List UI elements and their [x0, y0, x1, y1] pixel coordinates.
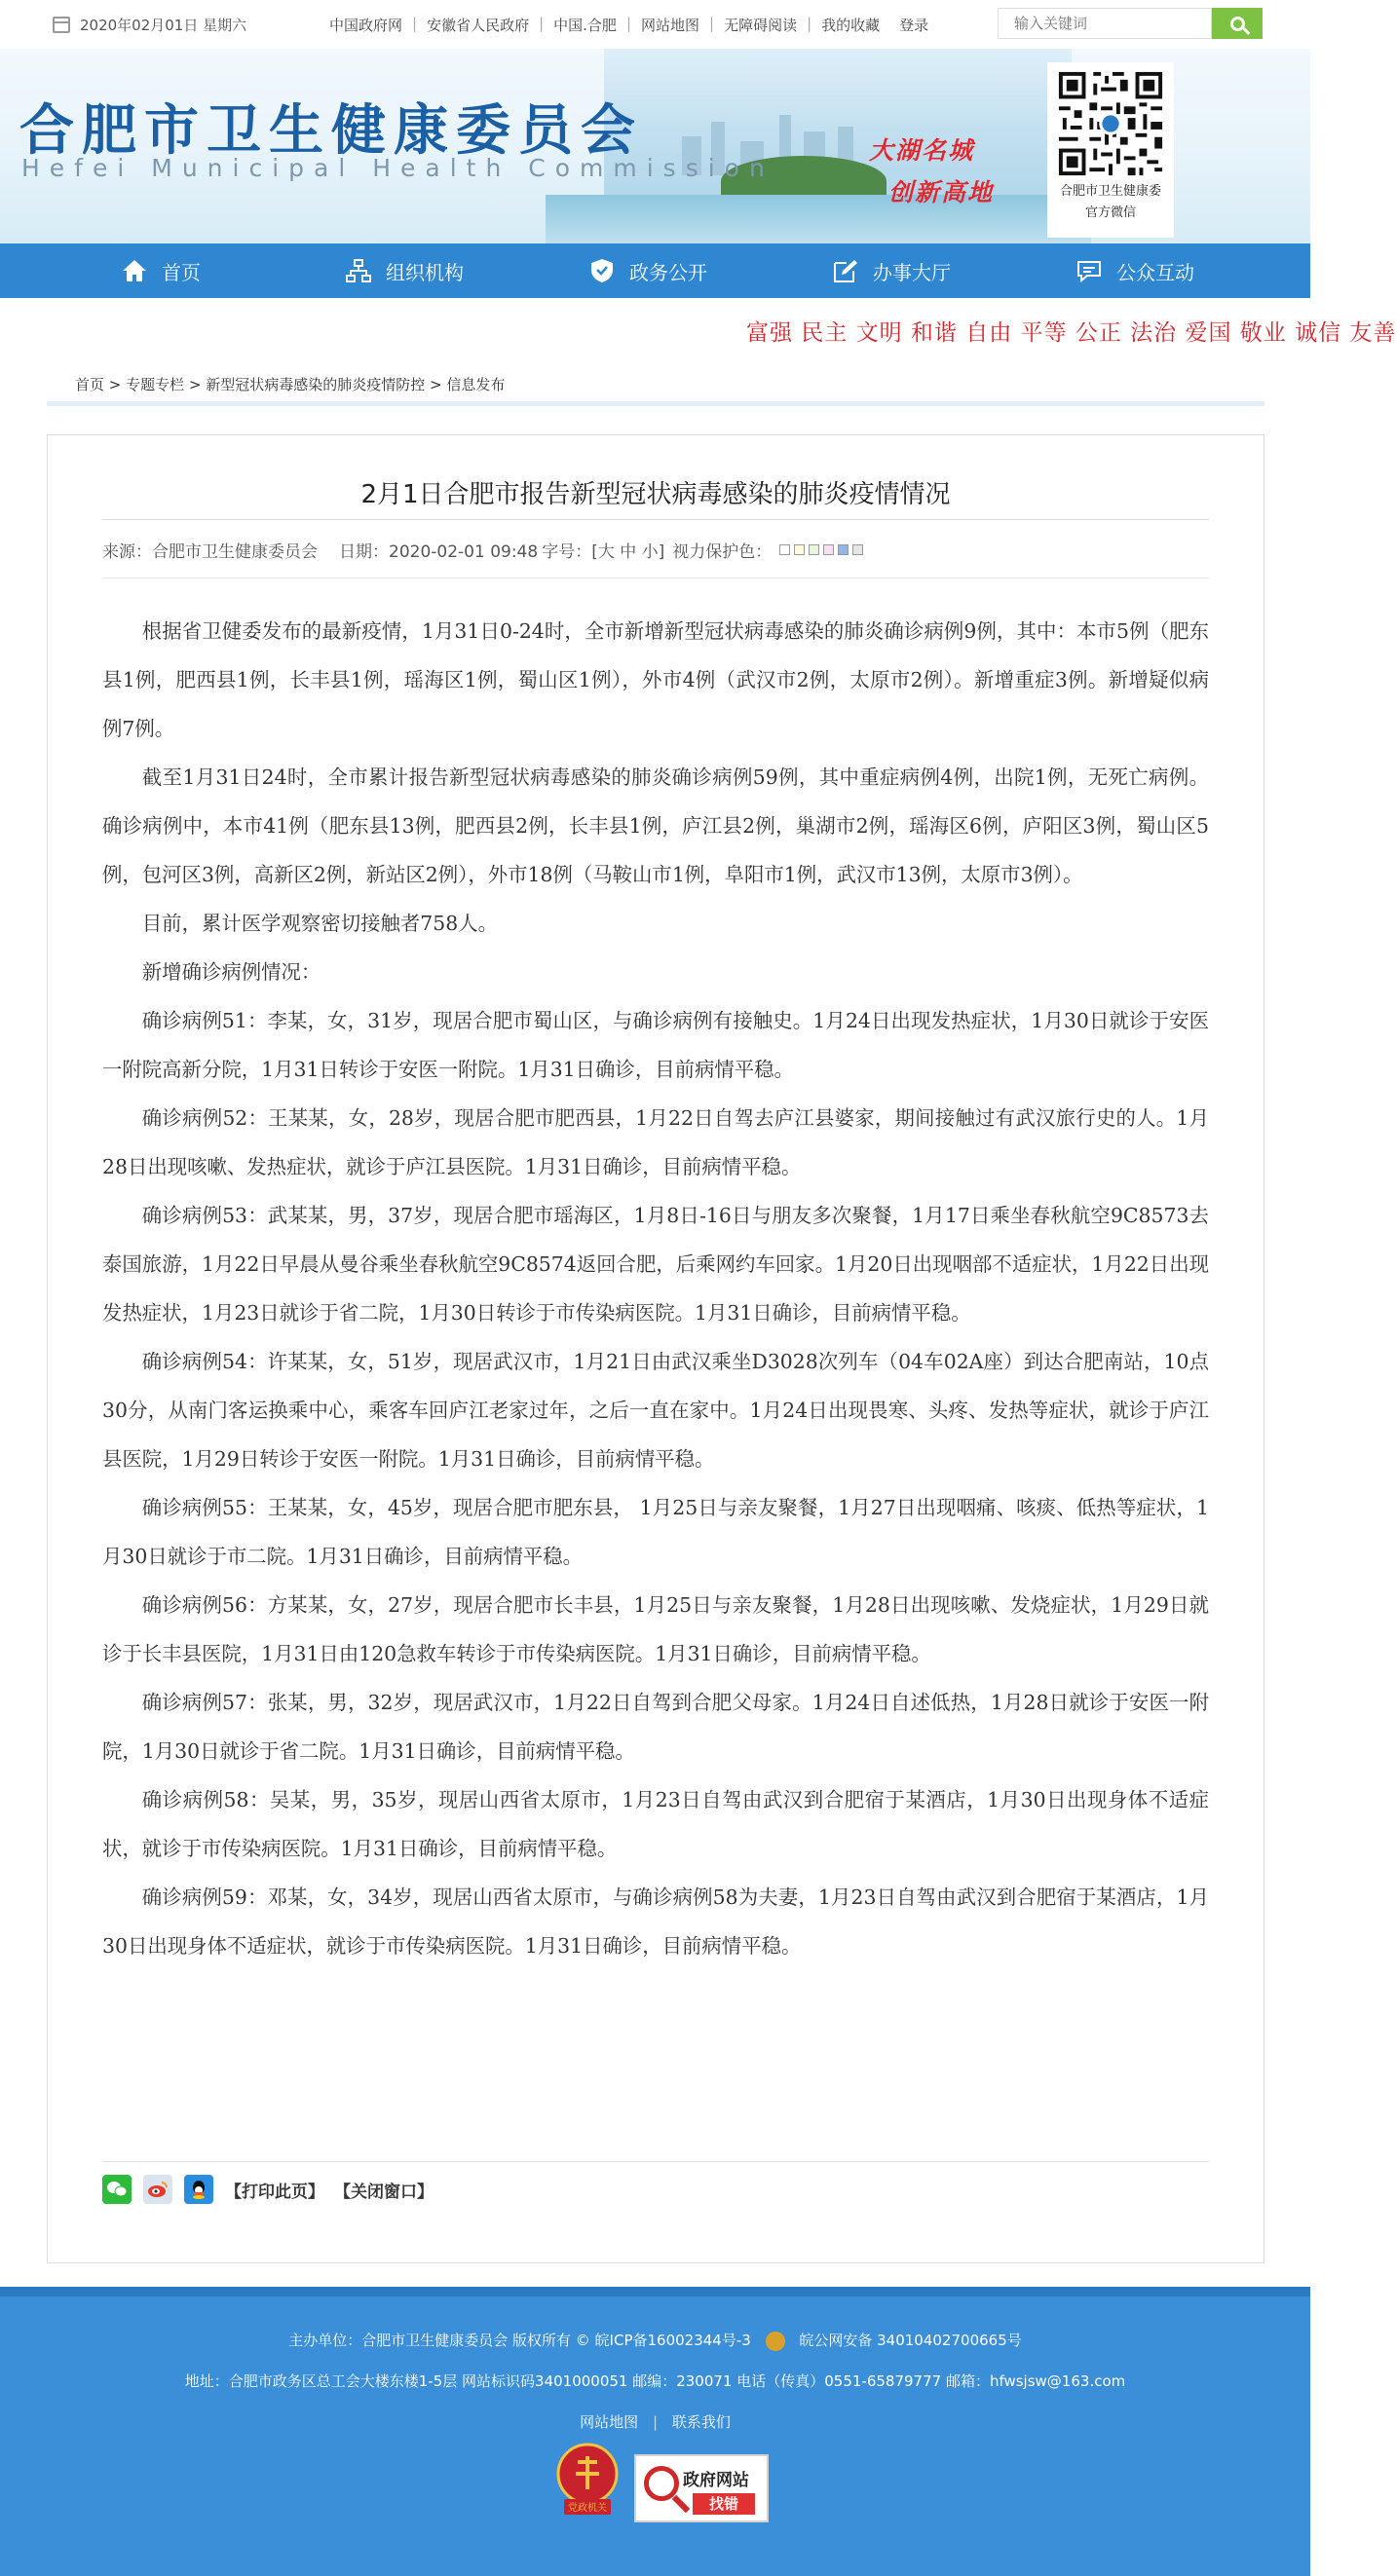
footer-copyright-row [0, 2330, 1310, 2351]
eyecare-color-swatch[interactable] [794, 544, 805, 555]
wechat-share-icon[interactable] [102, 2175, 132, 2204]
nav-item-home[interactable] [39, 243, 283, 298]
calendar-icon [53, 17, 70, 33]
footer-sitemap-link[interactable]: 网站地图 [580, 2413, 639, 2431]
breadcrumb-epidemic[interactable]: 新型冠状病毒感染的肺炎疫情防控 [206, 376, 426, 393]
article-paragraph: 目前，累计医学观察密切接触者758人。 [141, 912, 498, 935]
meta-font-size[interactable]: 字号：[大 中 小] [542, 542, 665, 562]
eyecare-color-swatch[interactable] [823, 544, 834, 555]
nav-item-gov-affairs[interactable] [526, 243, 770, 298]
nav-item-service-hall[interactable] [770, 243, 1013, 298]
article-meta [102, 538, 867, 562]
nav-label: 公众互动 [1116, 260, 1194, 284]
banner-slogan-2: 创新高地 [888, 178, 995, 206]
nav-label: 政务公开 [629, 260, 707, 284]
party-gov-emblem-icon[interactable] [556, 2443, 619, 2519]
qr-code-icon [1055, 68, 1166, 179]
banner-slogan-1: 大湖名城 [869, 136, 975, 165]
meta-eyecare-label: 视力保护色： [672, 542, 773, 562]
footer-address: 地址：合肥市政务区总工会大楼东楼1-5层 网站标识码3401000051 邮编：230071 电话（传真）0551-65879777 邮箱：hfwsjsw@163.com [184, 2372, 1126, 2390]
search-button[interactable] [1212, 8, 1263, 39]
article-paragraph: 确诊病例56：方某某，女，27岁，现居合肥市长丰县，1月25日与亲友聚餐，1月28日出现咳嗽、发烧症状，1月29日就诊于长丰县医院，1月31日由120急救车转诊于市传染病医院。1月31日确诊，目前病情平稳。 [102, 1593, 1209, 1665]
eyecare-color-swatch[interactable] [838, 544, 849, 555]
article-paragraph: 确诊病例54：许某某，女，51岁，现居武汉市，1月21日由武汉乘坐D3028次列车（04车02A座）到达合肥南站，10点30分，从南门客运换乘中心，乘客车回庐江老家过年，之后一直在家中。1月24日出现畏寒、头疼、发热等症状，就诊于庐江县医院，1月29日转诊于安医一附院。1月31日确诊，目前病情平稳。 [102, 1350, 1209, 1471]
title-divider [102, 519, 1209, 520]
qr-caption-1: 合肥市卫生健康委 [1059, 184, 1161, 199]
top-bar [0, 0, 1310, 49]
link-favorites[interactable]: 我的收藏 [821, 17, 881, 34]
site-banner [0, 49, 1310, 243]
qq-share-icon[interactable] [184, 2175, 213, 2204]
article-container [47, 434, 1264, 2263]
org-chart-icon [345, 258, 372, 283]
article-paragraph: 确诊病例52：王某某，女，28岁，现居合肥市肥西县，1月22日自驾去庐江县婆家，期间接触过有武汉旅行史的人。1月28日出现咳嗽、发热症状，就诊于庐江县医院。1月31日确诊，目前病情平稳。 [102, 1106, 1209, 1178]
link-accessibility[interactable]: 无障碍阅读 [724, 17, 798, 34]
footer-links: 网站地图 | 联系我们 [580, 2413, 731, 2431]
meta-source: 来源：合肥市卫生健康委员会 [102, 542, 318, 562]
article-paragraph: 确诊病例58：吴某，男，35岁，现居山西省太原市，1月23日自驾由武汉到合肥宿于某酒店，1月30日出现身体不适症状，就诊于市传染病医院。1月31日确诊，目前病情平稳。 [102, 1788, 1209, 1860]
emblem-label: 党政机关 [568, 2503, 607, 2514]
breadcrumb-info[interactable]: 信息发布 [446, 376, 506, 393]
article-paragraph: 新增确诊病例情况： [141, 960, 321, 984]
article-paragraph: 根据省卫健委发布的最新疫情，1月31日0-24时，全市新增新型冠状病毒感染的肺炎确诊病例9例，其中：本市5例（肥东县1例，肥西县1例，长丰县1例，瑶海区1例，蜀山区1例），外市4例（武汉市2例，太原市2例）。新增重症3例。新增疑似病例7例。 [102, 619, 1209, 740]
date-text: 2020年02月01日 星期六 [80, 17, 247, 34]
report-title: 政府网站 [683, 2471, 749, 2490]
link-hefei[interactable]: 中国.合肥 [553, 17, 617, 34]
eyecare-color-swatch[interactable] [809, 544, 819, 555]
footer-copyright: 主办单位：合肥市卫生健康委员会 版权所有 © 皖ICP备16002344号-3 [288, 2332, 751, 2349]
footer-police-record[interactable]: 皖公网安备 34010402700665号 [799, 2332, 1022, 2349]
article-paragraph: 确诊病例55：王某某，女，45岁，现居合肥市肥东县， 1月25日与亲友聚餐，1月27日出现咽痛、咳痰、低热等症状，1月30日就诊于市二院。1月31日确诊，目前病情平稳。 [102, 1496, 1209, 1568]
date-display [53, 15, 246, 35]
footer-contact-link[interactable]: 联系我们 [671, 2413, 731, 2431]
magnifier-icon [644, 2466, 679, 2501]
report-button: 找错 [693, 2493, 755, 2515]
weibo-share-icon[interactable] [143, 2175, 172, 2204]
breadcrumb-special[interactable]: 专题专栏 [126, 376, 185, 393]
eyecare-color-swatch[interactable] [779, 544, 790, 555]
qr-caption-2: 官方微信 [1084, 205, 1136, 220]
link-gov-cn[interactable]: 中国政府网 [329, 17, 403, 34]
search-box [998, 8, 1263, 39]
edit-icon [832, 258, 859, 283]
site-footer [0, 2287, 1310, 2576]
print-page-link[interactable]: 【打印此页】 [225, 2182, 324, 2202]
share-bar [102, 2175, 443, 2204]
eyecare-color-picker [779, 544, 867, 555]
chat-icon [1075, 258, 1103, 283]
nav-label: 办事大厅 [873, 260, 951, 284]
search-input[interactable] [998, 8, 1212, 39]
site-title: 合肥市卫生健康委员会 [19, 99, 643, 163]
article-paragraph: 确诊病例51：李某，女，31岁，现居合肥市蜀山区，与确诊病例有接触史。1月24日出现发热症状，1月30日就诊于安医一附院高新分院，1月31日转诊于安医一附院。1月31日确诊，目前病情平稳。 [102, 1009, 1209, 1081]
breadcrumb-divider [47, 401, 1264, 406]
main-nav [0, 243, 1310, 298]
share-divider [102, 2161, 1209, 2162]
nav-item-interaction[interactable] [1013, 243, 1257, 298]
article-body [102, 607, 1209, 1970]
link-anhui-gov[interactable]: 安徽省人民政府 [427, 17, 530, 34]
link-login[interactable]: 登录 [899, 17, 929, 34]
article-paragraph: 截至1月31日24时，全市累计报告新型冠状病毒感染的肺炎确诊病例59例，其中重症病例4例，出院1例，无死亡病例。确诊病例中，本市41例（肥东县13例，肥西县2例，长丰县1例，庐江县2例，巢湖市2例，瑶海区6例，庐阳区3例，蜀山区5例，包河区3例，高新区2例，新站区2例），外市18例（马鞍山市1例，阜阳市1例，武汉市13例，太原市3例）。 [102, 765, 1209, 886]
core-values-marquee: 富强 民主 文明 和谐 自由 平等 公正 法治 爱国 敬业 诚信 友善 [746, 320, 1396, 346]
site-subtitle: Hefei Municipal Health Commission [21, 154, 774, 182]
breadcrumb-home[interactable]: 首页 [75, 376, 105, 393]
nav-label: 首页 [162, 260, 201, 284]
top-links: 中国政府网 | 安徽省人民政府 | 中国.合肥 | 网站地图 | 无障碍阅读 | 我的收藏 登录 [320, 15, 938, 35]
meta-date: 日期：2020-02-01 09:48 [339, 542, 539, 562]
eyecare-color-swatch[interactable] [852, 544, 863, 555]
article-paragraph: 确诊病例53：武某某，男，37岁，现居合肥市瑶海区，1月8日-16日与朋友多次聚餐，1月17日乘坐春秋航空9C8573去泰国旅游，1月22日早晨从曼谷乘坐春秋航空9C8574返回合肥，后乘网约车回家。1月20日出现咽部不适症状，1月22日出现发热症状，1月23日就诊于省二院，1月30日转诊于市传染病医院。1月31日确诊，目前病情平稳。 [102, 1204, 1209, 1325]
breadcrumb: 首页 > 专题专栏 > 新型冠状病毒感染的肺炎疫情防控 > 信息发布 [75, 376, 506, 393]
core-values-strip [0, 298, 1396, 358]
close-window-link[interactable]: 【关闭窗口】 [334, 2182, 434, 2202]
nav-label: 组织机构 [386, 260, 464, 284]
police-badge-icon [766, 2332, 785, 2351]
nav-item-organization[interactable] [283, 243, 526, 298]
shield-icon [588, 258, 616, 283]
meta-divider [102, 578, 1209, 579]
gov-site-error-report[interactable] [634, 2454, 769, 2522]
article-paragraph: 确诊病例57：张某，男，32岁，现居武汉市，1月22日自驾到合肥父母家。1月24日自述低热，1月28日就诊于安医一附院，1月30日就诊于省二院。1月31日确诊，目前病情平稳。 [102, 1691, 1209, 1763]
wechat-qr [1047, 62, 1174, 238]
article-paragraph: 确诊病例59：邓某，女，34岁，现居山西省太原市，与确诊病例58为夫妻，1月23日自驾由武汉到合肥宿于某酒店，1月30日出现身体不适症状，就诊于市传染病医院。1月31日确诊，目前病情平稳。 [102, 1885, 1209, 1958]
link-sitemap[interactable]: 网站地图 [641, 17, 700, 34]
home-icon [121, 258, 148, 283]
search-icon [1230, 17, 1245, 31]
banner-lake [546, 195, 1091, 243]
article-title: 2月1日合肥市报告新型冠状病毒感染的肺炎疫情情况 [360, 480, 951, 509]
